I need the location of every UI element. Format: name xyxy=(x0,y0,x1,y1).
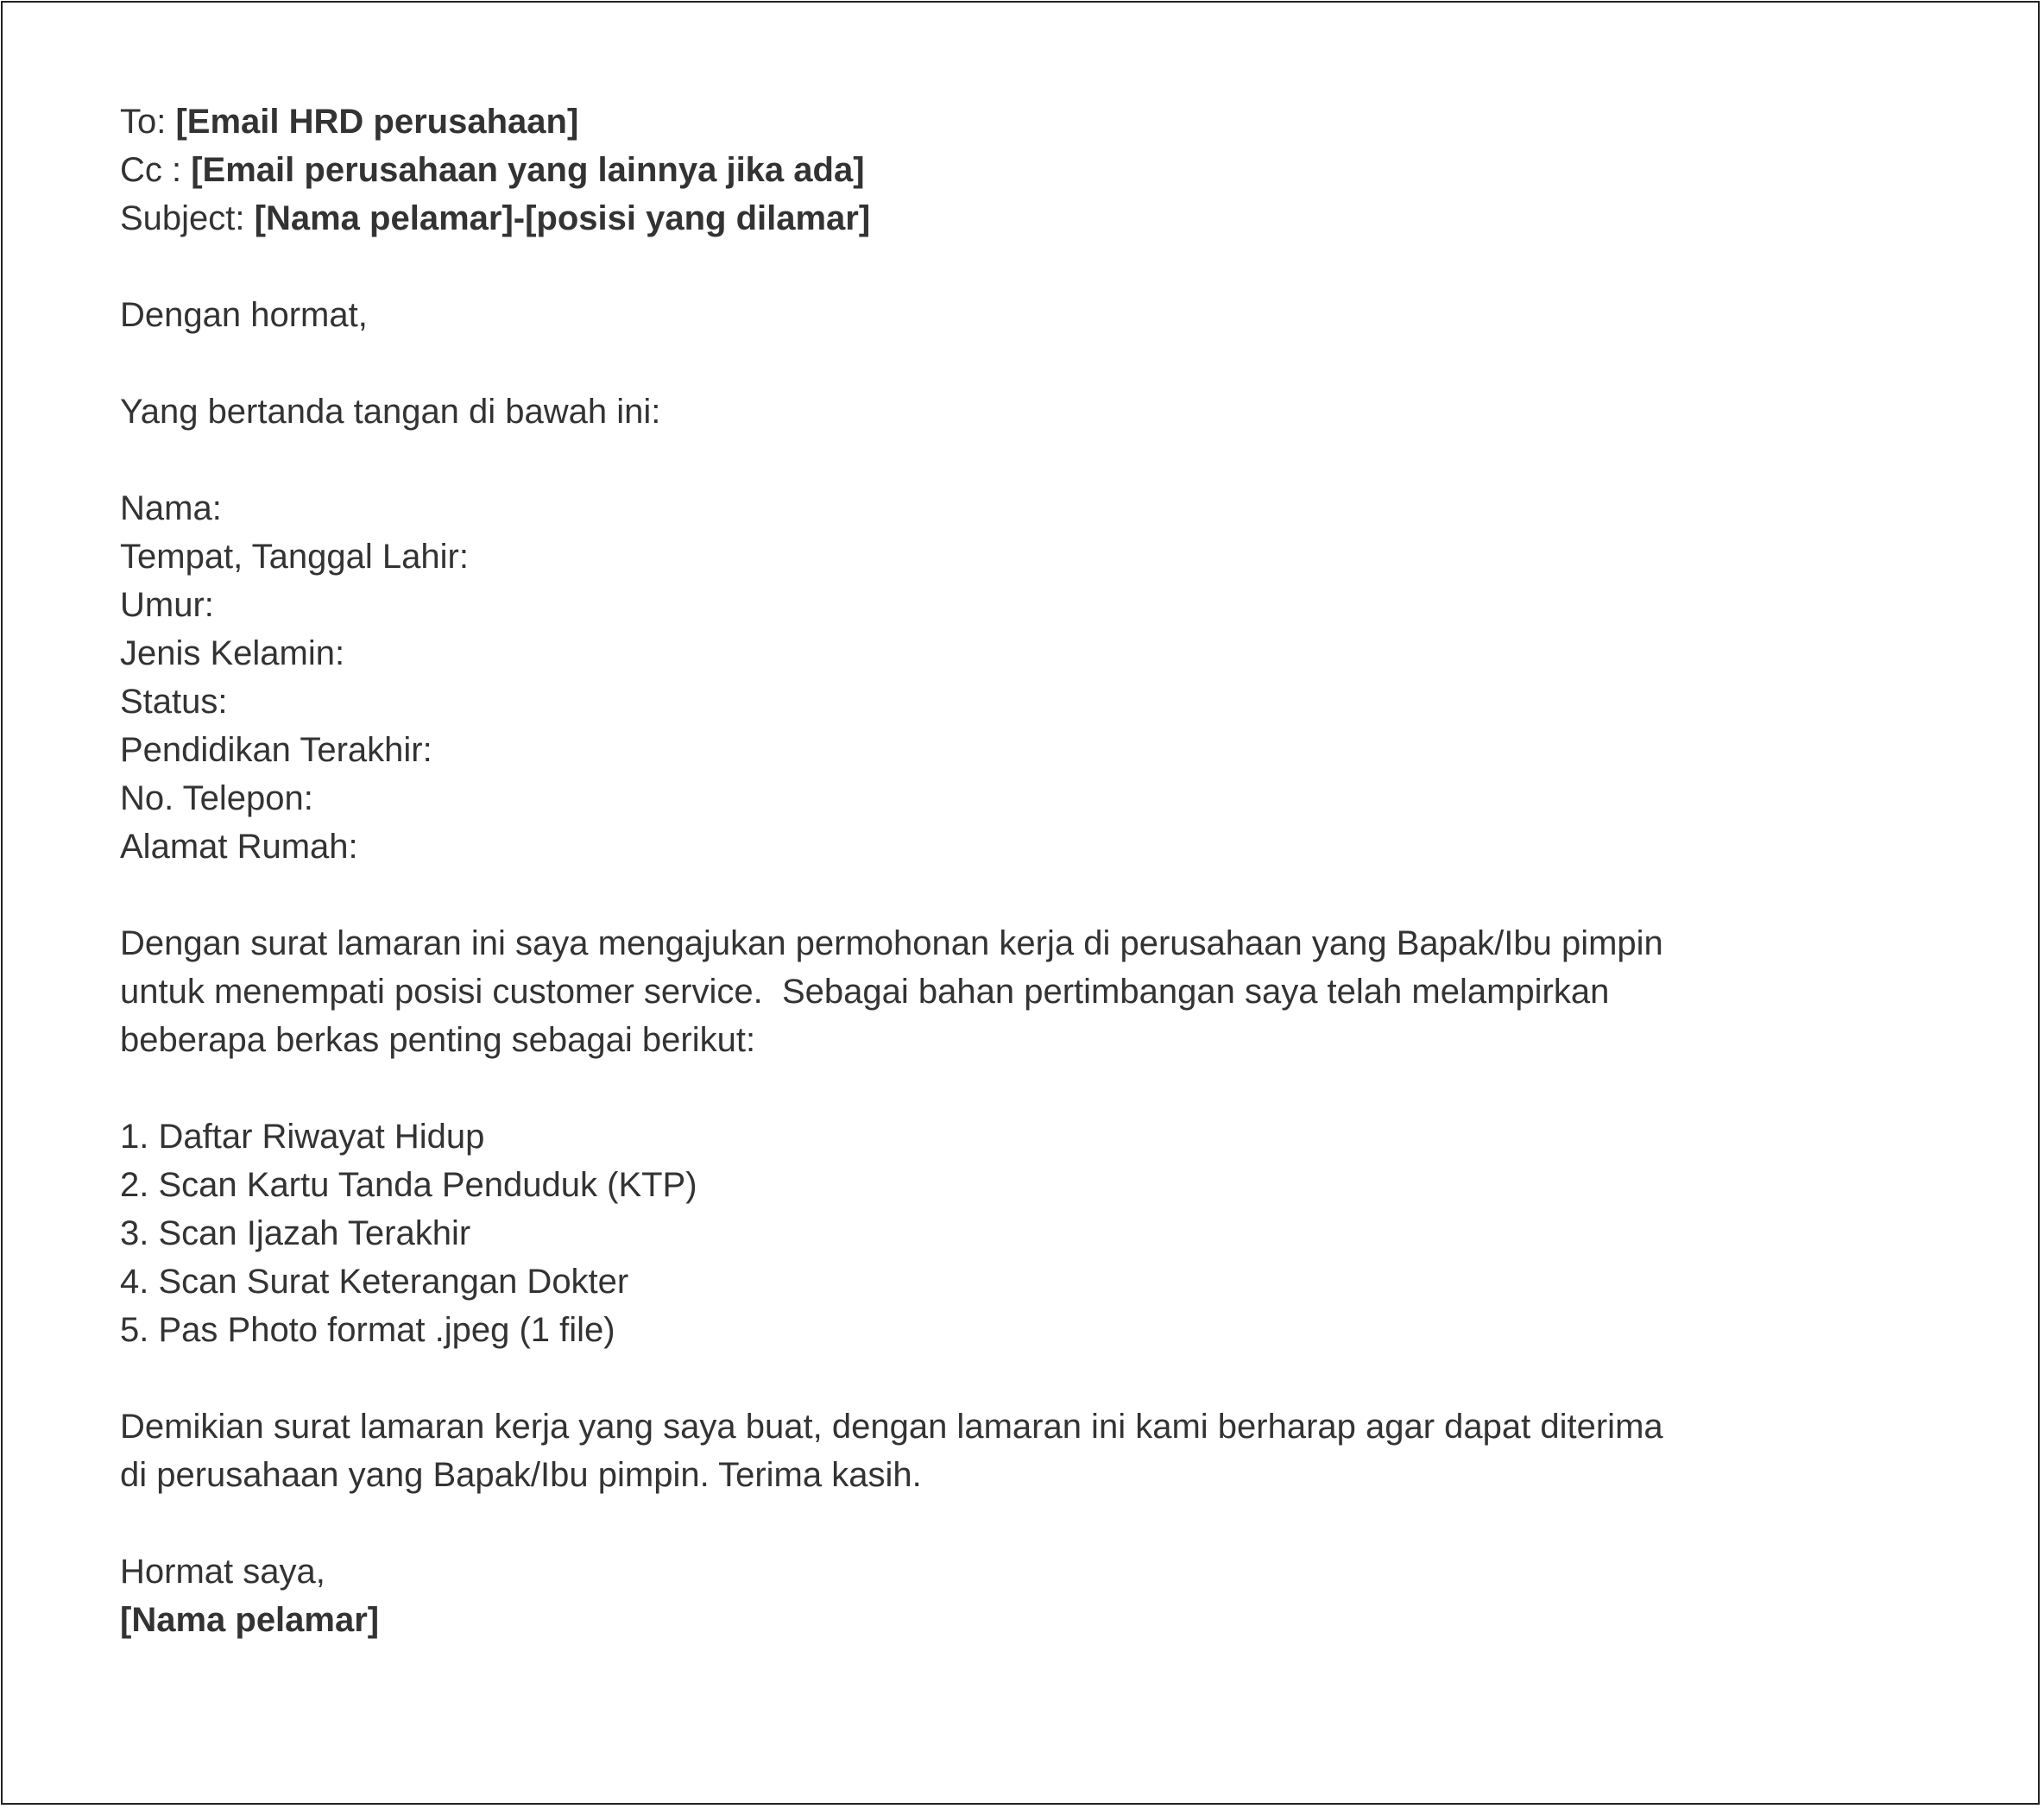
body-line: Dengan surat lamaran ini saya mengajukan permohonan kerja di perusahaan yang Bapak/Ibu pimpin xyxy=(120,924,1663,962)
to-value: [Email HRD perusahaan] xyxy=(175,103,579,141)
spacer xyxy=(120,243,1933,291)
body-line: untuk menempati posisi customer service. Sebagai bahan pertimbangan saya telah melampirkan xyxy=(120,973,1610,1011)
cc-line xyxy=(120,146,1933,194)
closing-paragraph xyxy=(120,1402,1933,1499)
attachment-item: 2. Scan Kartu Tanda Penduduk (KTP) xyxy=(120,1166,697,1204)
subject-line xyxy=(120,194,1933,243)
intro-line: Yang bertanda tangan di bawah ini: xyxy=(120,393,661,431)
attachment-item: 3. Scan Ijazah Terakhir xyxy=(120,1214,471,1252)
closing-line: Demikian surat lamaran kerja yang saya buat, dengan lamaran ini kami berharap agar dapat diterima xyxy=(120,1408,1663,1446)
spacer xyxy=(120,1064,1933,1113)
field-nama: Nama: xyxy=(120,489,222,527)
field-alamat-rumah: Alamat Rumah: xyxy=(120,828,358,866)
field-pendidikan-terakhir: Pendidikan Terakhir: xyxy=(120,731,432,769)
field-no-telepon: No. Telepon: xyxy=(120,779,313,817)
greeting: Dengan hormat, xyxy=(120,296,368,334)
closing-line: di perusahaan yang Bapak/Ibu pimpin. Terima kasih. xyxy=(120,1456,922,1494)
spacer xyxy=(120,1354,1933,1402)
to-line xyxy=(120,98,1933,146)
spacer xyxy=(120,871,1933,919)
attachment-item: 1. Daftar Riwayat Hidup xyxy=(120,1118,485,1156)
subject-value: [Nama pelamar]-[posisi yang dilamar] xyxy=(254,199,871,237)
signature: [Nama pelamar] xyxy=(120,1601,380,1639)
letter-body xyxy=(120,98,1933,1644)
field-jenis-kelamin: Jenis Kelamin: xyxy=(120,634,345,672)
field-status: Status: xyxy=(120,683,228,721)
spacer xyxy=(120,339,1933,388)
field-umur: Umur: xyxy=(120,586,214,624)
body-line: beberapa berkas penting sebagai berikut: xyxy=(120,1021,756,1059)
cc-value: [Email perusahaan yang lainnya jika ada] xyxy=(191,151,865,189)
document-frame xyxy=(1,1,2040,1805)
field-tempat-tanggal-lahir: Tempat, Tanggal Lahir: xyxy=(120,538,469,576)
subject-label: Subject: xyxy=(120,199,255,237)
attachment-item: 4. Scan Surat Keterangan Dokter xyxy=(120,1263,629,1301)
cc-label: Cc : xyxy=(120,151,192,189)
to-label: To: xyxy=(120,103,176,141)
attachment-list xyxy=(120,1113,1933,1354)
personal-fields xyxy=(120,484,1933,871)
body-paragraph xyxy=(120,919,1933,1064)
attachment-item: 5. Pas Photo format .jpeg (1 file) xyxy=(120,1311,615,1349)
spacer xyxy=(120,1499,1933,1547)
spacer xyxy=(120,436,1933,484)
signoff: Hormat saya, xyxy=(120,1553,325,1591)
